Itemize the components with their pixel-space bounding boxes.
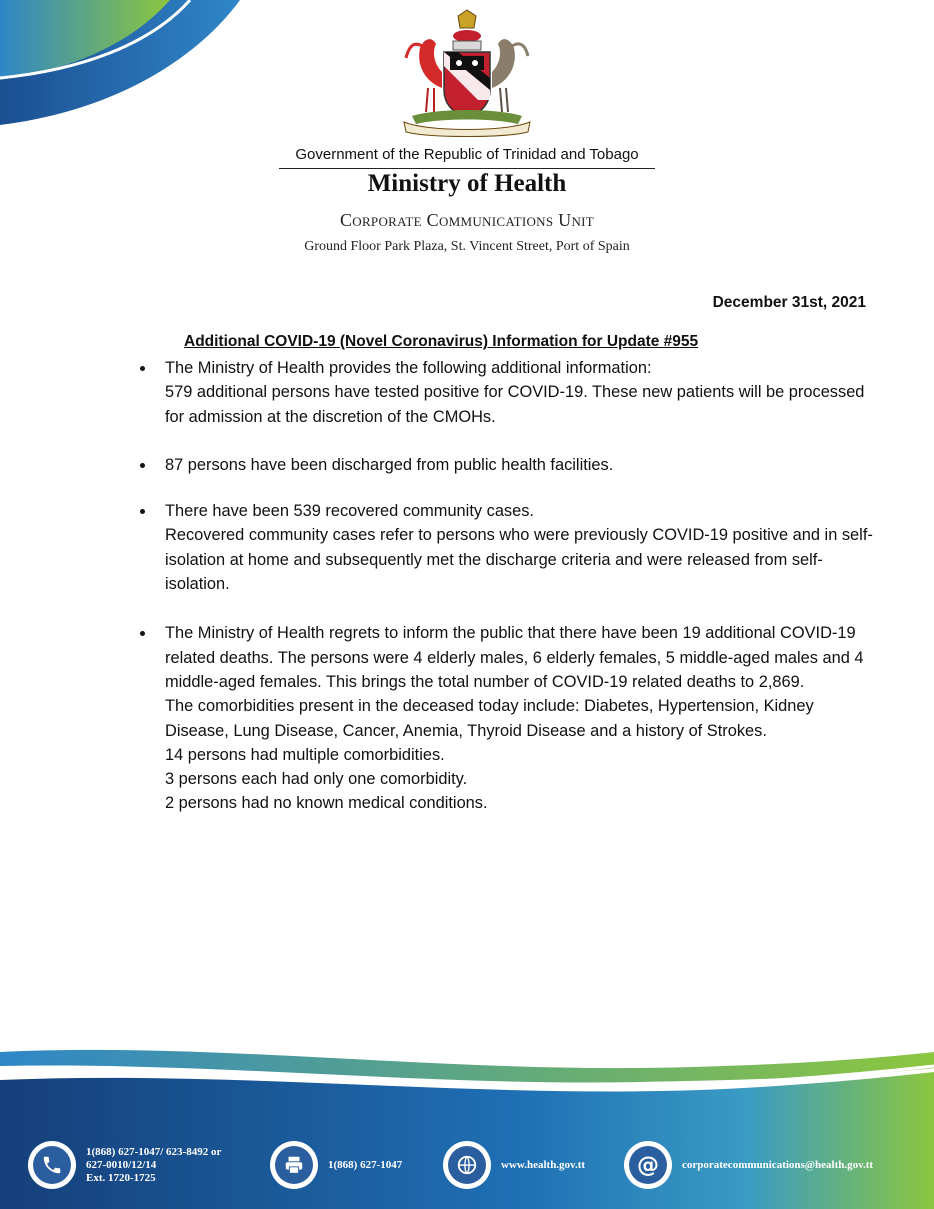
fax-number[interactable]: 1(868) 627-1047	[328, 1158, 403, 1171]
release-date: December 31st, 2021	[712, 294, 866, 311]
website-link[interactable]: www.health.gov.tt	[501, 1158, 586, 1171]
bullet-item	[137, 499, 877, 596]
contact-phone	[28, 1138, 221, 1192]
bullet-paragraph: The comorbidities present in the deceased today include: Diabetes, Hypertension, Kidney Disease, Lung Disease, Cancer, Anemia, Thyroid Disease and a history of Strokes.	[165, 697, 814, 740]
header-swoosh	[0, 0, 260, 140]
bullet-item	[137, 356, 877, 429]
bullet-icon	[140, 631, 145, 636]
bullet-item	[137, 621, 877, 815]
bullet-paragraph: 14 persons had multiple comorbidities.	[165, 745, 445, 764]
bullet-paragraph: The Ministry of Health regrets to inform the public that there have been 19 additional COVID-19 related deaths. The persons were 4 elderly males, 6 elderly females, 5 middle-aged males and 4 middle-aged females. This brings the total number of COVID-19 related deaths to 2,869.	[165, 624, 864, 691]
fax-icon	[270, 1141, 318, 1189]
bullet-paragraph: There have been 539 recovered community cases.	[165, 502, 534, 521]
bullet-paragraph: 3 persons each had only one comorbidity.	[165, 770, 468, 789]
email-link[interactable]: corporatecommunications@health.gov.tt	[682, 1158, 874, 1171]
bullet-paragraph: Recovered community cases refer to persons who were previously COVID-19 positive and in self-isolation at home and subsequently met the discharge criteria and were released from self-isolation.	[165, 526, 873, 594]
phone-numbers[interactable]: 1(868) 627-1047/ 623-8492 or 627-0010/12/14 Ext. 1720-1725	[86, 1145, 222, 1184]
web-icon	[443, 1141, 491, 1189]
bullet-icon	[140, 509, 145, 514]
government-name: Government of the Republic of Trinidad and Tobago	[295, 146, 639, 163]
contact-fax	[270, 1138, 402, 1192]
header-divider	[279, 168, 655, 169]
contact-website	[443, 1138, 585, 1192]
bullet-paragraph: The Ministry of Health provides the following additional information:	[165, 359, 652, 377]
bullet-paragraph: 579 additional persons have tested positive for COVID-19. These new patients will be processed for admission at the discretion of the CMOHs.	[165, 383, 865, 426]
unit-name: Corporate Communications Unit	[339, 210, 595, 230]
email-icon: @	[624, 1141, 672, 1189]
ministry-address: Ground Floor Park Plaza, St. Vincent Street, Port of Spain	[304, 239, 630, 254]
bullet-icon	[140, 463, 145, 468]
contact-email	[624, 1138, 873, 1192]
coat-of-arms-icon	[398, 8, 536, 138]
bullet-item	[137, 453, 877, 477]
bullet-paragraph: 2 persons had no known medical conditions.	[165, 794, 488, 813]
document-title: Additional COVID-19 (Novel Coronavirus) Information for Update #955	[184, 333, 699, 350]
bullet-paragraph: 87 persons have been discharged from public health facilities.	[165, 455, 614, 474]
phone-icon	[28, 1141, 76, 1189]
bullet-icon	[140, 366, 145, 371]
update-bullet-list	[137, 356, 877, 816]
ministry-name: Ministry of Health	[367, 170, 567, 197]
